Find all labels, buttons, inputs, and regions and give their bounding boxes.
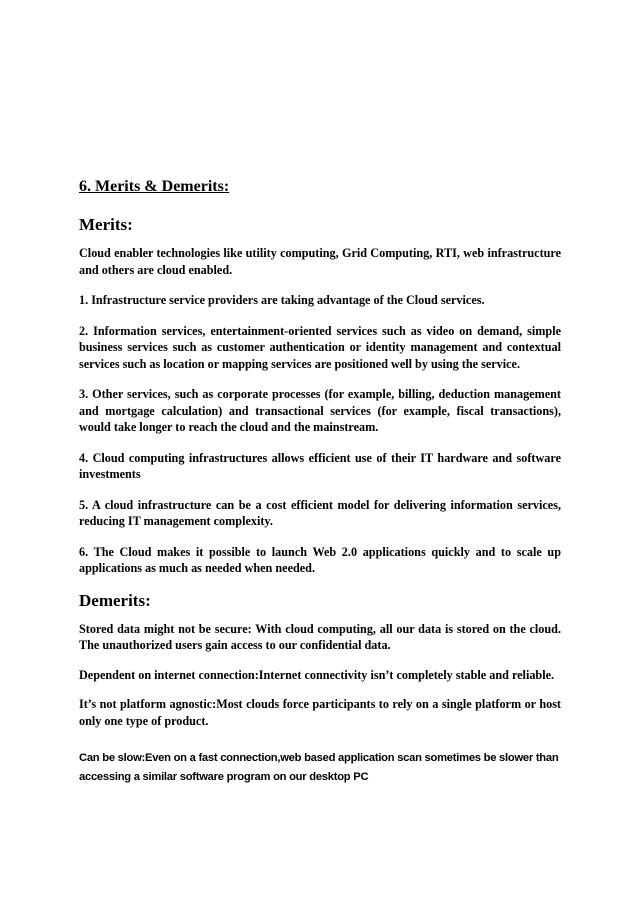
merits-heading: Merits: <box>79 215 133 234</box>
demerits-paragraph: Dependent on internet connection:Internet connectivity isn’t completely stable and reliable. <box>79 667 555 682</box>
document-page <box>79 177 561 800</box>
merits-paragraph: 5. A cloud infrastructure can be a cost efficient model for delivering information services, reducing IT management complexity. <box>79 497 561 528</box>
demerits-paragraph: Can be slow:Even on a fast connection,web based application scan sometimes be slower than accessing a similar software program on our desktop PC <box>79 752 559 783</box>
section-title: 6. Merits & Demerits: <box>79 178 230 195</box>
merits-paragraph: 6. The Cloud makes it possible to launch Web 2.0 applications quickly and to scale up applications as much as needed when needed. <box>79 544 561 575</box>
merits-paragraph: 3. Other services, such as corporate processes (for example, billing, deduction management and mortgage calculation) and transactional services (for example, fiscal transactions), would take longer to reach the cloud and the mainstream. <box>79 387 561 434</box>
merits-paragraph: 4. Cloud computing infrastructures allows efficient use of their IT hardware and software investments <box>79 450 561 481</box>
demerits-paragraph: Stored data might not be secure: With cloud computing, all our data is stored on the cloud. The unauthorized users gain access to our confidential data. <box>79 621 561 652</box>
merits-paragraph: Cloud enabler technologies like utility computing, Grid Computing, RTI, web infrastructure and others are cloud enabled. <box>79 246 561 277</box>
merits-paragraph: 1. Infrastructure service providers are taking advantage of the Cloud services. <box>79 293 485 307</box>
merits-paragraph: 2. Information services, entertainment-oriented services such as video on demand, simple business services such as customer authentication or identity management and contextual services such as location or mapping services are positioned well by using the service. <box>79 323 561 371</box>
demerits-heading: Demerits: <box>79 590 151 610</box>
demerits-paragraph: It’s not platform agnostic:Most clouds force participants to rely on a single platform or host only one type of product. <box>79 697 561 728</box>
